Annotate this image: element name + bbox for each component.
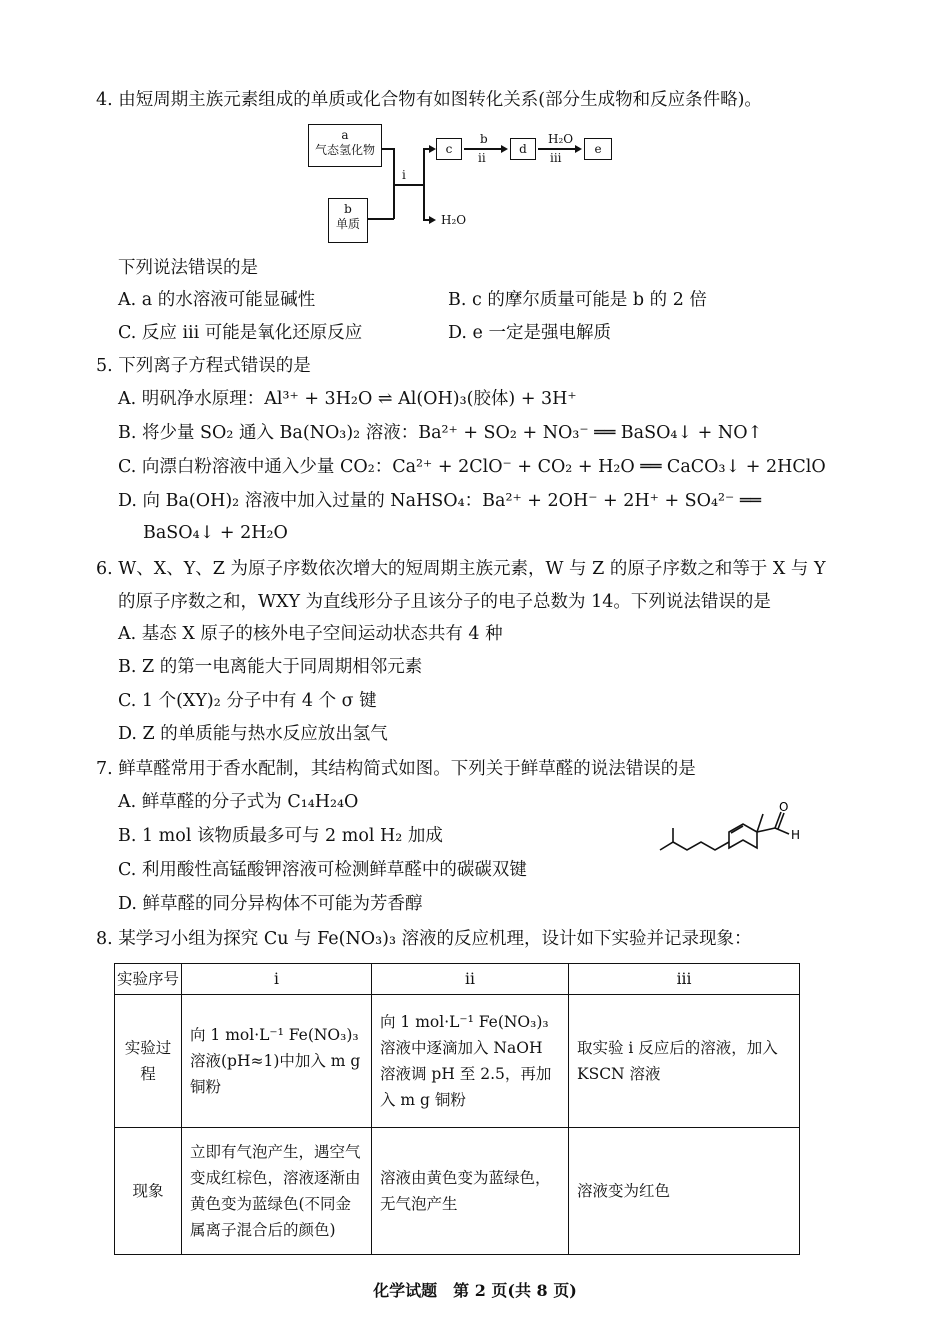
q5-option-d-line1: D. 向 Ba(OH)₂ 溶液中加入过量的 NaHSO₄：Ba²⁺ + 2OH⁻ + 2H⁺ + SO₄²⁻ ══ — [118, 491, 761, 511]
struct-oxygen-label: O — [779, 800, 789, 814]
table-row — [115, 964, 800, 995]
connector-b — [368, 218, 394, 220]
q4-stem: 4. 由短周期主族元素组成的单质或化合物有如图转化关系(部分生成物和反应条件略)。 — [96, 90, 762, 110]
connector-middle — [393, 184, 423, 186]
arrow-ii-label: ii — [478, 151, 486, 165]
q4-prompt: 下列说法错误的是 — [118, 258, 258, 278]
cell-phenomenon-ii: 溶液由黄色变为蓝绿色，无气泡产生 — [372, 1128, 569, 1255]
arrowhead-to-h2o — [429, 216, 436, 224]
q5-option-b: B. 将少量 SO₂ 通入 Ba(NO₃)₂ 溶液：Ba²⁺ + SO₂ + NO₃⁻ ══ BaSO₄↓ + NO↑ — [118, 423, 763, 443]
box-a — [308, 124, 382, 167]
table-header-ii: ii — [372, 964, 569, 995]
cell-phenomenon-iii: 溶液变为红色 — [569, 1128, 800, 1255]
box-e: e — [584, 138, 612, 160]
q7-option-c: C. 利用酸性高锰酸钾溶液可检测鲜草醛中的碳碳双键 — [118, 860, 527, 880]
arrowhead-ii — [501, 145, 508, 153]
q5-stem: 5. 下列离子方程式错误的是 — [96, 356, 311, 376]
q5-option-c: C. 向漂白粉溶液中通入少量 CO₂：Ca²⁺ + 2ClO⁻ + CO₂ + H₂O ══ CaCO₃↓ + 2HClO — [118, 457, 826, 477]
q4-option-b: B. c 的摩尔质量可能是 b 的 2 倍 — [448, 290, 707, 310]
box-b-letter: b — [344, 202, 352, 216]
q6-option-b: B. Z 的第一电离能大于同周期相邻元素 — [118, 657, 423, 677]
arrow-iii-label: iii — [550, 151, 562, 165]
table-header-iii: iii — [569, 964, 800, 995]
table-header-index: 实验序号 — [115, 964, 182, 995]
q8-stem: 8. 某学习小组为探究 Cu 与 Fe(NO₃)₃ 溶液的反应机理，设计如下实验并记录现象： — [96, 929, 752, 949]
q5-option-a: A. 明矾净水原理：Al³⁺ + 3H₂O ⇌ Al(OH)₃(胶体) + 3H⁺ — [118, 389, 577, 409]
h2o-product: H₂O — [441, 213, 467, 227]
arrow-iii-line — [538, 148, 576, 150]
arrowhead-to-c — [429, 145, 436, 153]
box-a-label: 气态氢化物 — [314, 143, 375, 157]
table-header-i: i — [182, 964, 372, 995]
cell-process-iii: 取实验 i 反应后的溶液，加入 KSCN 溶液 — [569, 995, 800, 1128]
arrow-iii-reagent: H₂O — [548, 132, 574, 146]
q7-option-b: B. 1 mol 该物质最多可与 2 mol H₂ 加成 — [118, 826, 443, 846]
box-b — [328, 198, 368, 243]
cell-phenomenon-i: 立即有气泡产生，遇空气变成红棕色，溶液逐渐由黄色变为蓝绿色(不同金属离子混合后的颜色) — [182, 1128, 372, 1255]
row-head-process: 实验过程 — [115, 995, 182, 1128]
box-c: c — [436, 138, 462, 160]
experiment-table — [114, 963, 800, 1255]
arrow-ii-reagent: b — [480, 132, 488, 146]
connector-vertical-right — [423, 148, 425, 220]
q4-option-a: A. a 的水溶液可能显碱性 — [118, 290, 316, 310]
q4-option-d: D. e 一定是强电解质 — [448, 323, 611, 343]
arrow-ii-line — [464, 148, 502, 150]
q6-option-c: C. 1 个(XY)₂ 分子中有 4 个 σ 键 — [118, 691, 377, 711]
cell-process-ii: 向 1 mol·L⁻¹ Fe(NO₃)₃ 溶液中逐滴加入 NaOH 溶液调 pH 至 2.5，再加入 m g 铜粉 — [372, 995, 569, 1128]
lyral-structure-diagram — [655, 800, 805, 860]
arrowhead-iii — [575, 145, 582, 153]
box-d: d — [510, 138, 536, 160]
box-a-letter: a — [341, 128, 349, 142]
q6-option-d: D. Z 的单质能与热水反应放出氢气 — [118, 724, 388, 744]
q7-option-d: D. 鲜草醛的同分异构体不可能为芳香醇 — [118, 894, 423, 914]
q7-option-a: A. 鲜草醛的分子式为 C₁₄H₂₄O — [118, 792, 359, 812]
row-head-phenomenon: 现象 — [115, 1128, 182, 1255]
arrow-i-label: i — [402, 168, 406, 182]
q5-option-d-line2: BaSO₄↓ + 2H₂O — [143, 523, 288, 543]
q6-stem-line1: 6. W、X、Y、Z 为原子序数依次增大的短周期主族元素，W 与 Z 的原子序数之和等于 X 与 Y — [96, 559, 826, 579]
q7-stem: 7. 鲜草醛常用于香水配制，其结构简式如图。下列关于鲜草醛的说法错误的是 — [96, 759, 696, 779]
page-footer: 化学试题 第 2 页(共 8 页) — [373, 1281, 577, 1300]
q4-conversion-diagram — [300, 118, 630, 248]
table-row — [115, 995, 800, 1128]
q6-stem-line2: 的原子序数之和，WXY 为直线形分子且该分子的电子总数为 14。下列说法错误的是 — [118, 592, 771, 612]
box-b-label: 单质 — [335, 217, 360, 231]
struct-hydrogen-label: H — [791, 828, 801, 842]
q6-option-a: A. 基态 X 原子的核外电子空间运动状态共有 4 种 — [118, 624, 503, 644]
table-row — [115, 1128, 800, 1255]
cell-process-i: 向 1 mol·L⁻¹ Fe(NO₃)₃ 溶液(pH≈1)中加入 m g 铜粉 — [182, 995, 372, 1128]
q4-option-c: C. 反应 iii 可能是氧化还原反应 — [118, 323, 363, 343]
